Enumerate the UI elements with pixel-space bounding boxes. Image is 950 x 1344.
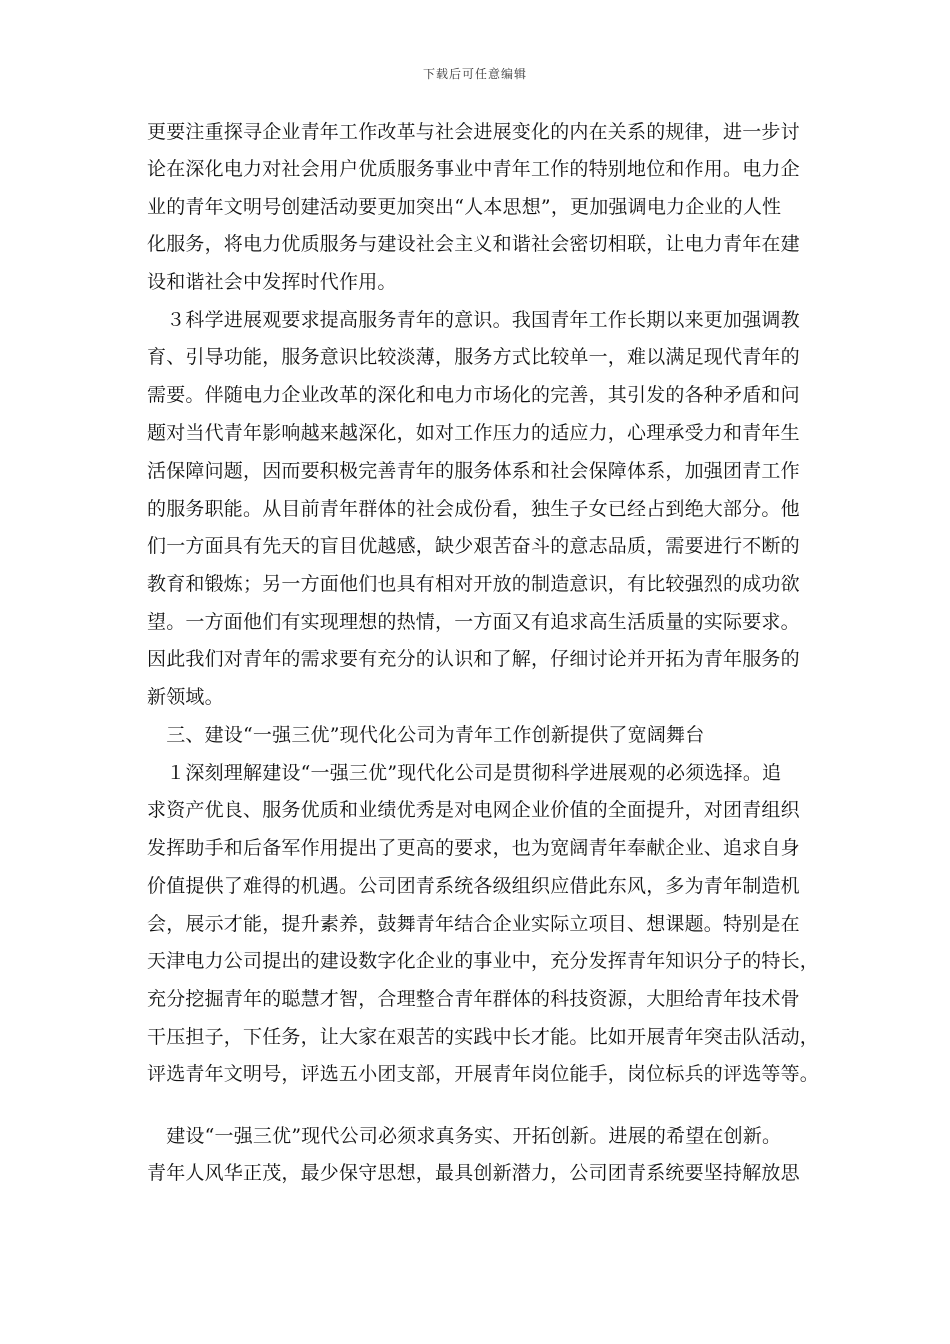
text-line: 业的青年文明号创建活动要更加突出“人本思想”，更加强调电力企业的人性 [147, 196, 782, 218]
text-line: 望。一方面他们有实现理想的热情，一方面又有追求高生活质量的实际要求。 [147, 611, 800, 633]
text-line: 论在深化电力对社会用户优质服务事业中青年工作的特别地位和作用。电力企 [147, 158, 800, 180]
text-line: 发挥助手和后备军作用提出了更高的要求，也为宽阔青年奉献企业、追求自身 [147, 837, 800, 859]
text-line: 的服务职能。从目前青年群体的社会成份看，独生子女已经占到绝大部分。他 [147, 498, 800, 520]
section-heading: 三、建设“一强三优”现代化公司为青年工作创新提供了宽阔舞台 [147, 724, 705, 746]
text-line: 充分挖掘青年的聪慧才智，合理整合青年群体的科技资源，大胆给青年技术骨 [147, 988, 800, 1010]
text-line: 育、引导功能，服务意识比较淡薄，服务方式比较单一，难以满足现代青年的 [147, 346, 800, 368]
text-line: 评选青年文明号，评选五小团支部，开展青年岗位能手，岗位标兵的评选等等。 [147, 1063, 820, 1085]
text-line: 设和谐社会中发挥时代作用。 [147, 271, 397, 293]
text-line: 价值提供了难得的机遇。公司团青系统各级组织应借此东风，多为青年制造机 [147, 875, 800, 897]
text-line: 题对当代青年影响越来越深化，如对工作压力的适应力，心理承受力和青年生 [147, 422, 800, 444]
text-line: 天津电力公司提出的建设数字化企业的事业中，充分发挥青年知识分子的特长， [147, 950, 820, 972]
text-line: 需要。伴随电力企业改革的深化和电力市场化的完善，其引发的各种矛盾和问 [147, 384, 800, 406]
text-line: 建设“一强三优”现代公司必须求真务实、开拓创新。进展的希望在创新。 [147, 1125, 782, 1147]
page-header: 下载后可任意编辑 [422, 67, 527, 81]
text-line: １深刻理解建设“一强三优”现代化公司是贯彻科学进展观的必须选择。追 [147, 762, 782, 784]
text-line: 新领域。 [147, 686, 224, 708]
text-line: 青年人风华正茂，最少保守思想，最具创新潜力，公司团青系统要坚持解放思 [147, 1162, 800, 1184]
text-line: 化服务，将电力优质服务与建设社会主义和谐社会密切相联，让电力青年在建 [147, 233, 800, 255]
text-line: 会，展示才能，提升素养，鼓舞青年结合企业实际立项目、想课题。特别是在 [147, 913, 800, 935]
text-line: ３科学进展观要求提高服务青年的意识。我国青年工作长期以来更加强调教 [147, 309, 800, 331]
text-line: 求资产优良、服务优质和业绩优秀是对电网企业价值的全面提升，对团青组织 [147, 799, 800, 821]
text-line: 干压担子，下任务，让大家在艰苦的实践中长才能。比如开展青年突击队活动， [147, 1026, 820, 1048]
text-line: 因此我们对青年的需求要有充分的认识和了解，仔细讨论并开拓为青年服务的 [147, 648, 800, 670]
text-line: 活保障问题，因而要积极完善青年的服务体系和社会保障体系，加强团青工作 [147, 460, 800, 482]
text-line: 教育和锻炼；另一方面他们也具有相对开放的制造意识，有比较强烈的成功欲 [147, 573, 800, 595]
text-line: 更要注重探寻企业青年工作改革与社会进展变化的内在关系的规律，进一步讨 [147, 121, 800, 143]
text-line: 们一方面具有先天的盲目优越感，缺少艰苦奋斗的意志品质，需要进行不断的 [147, 535, 800, 557]
